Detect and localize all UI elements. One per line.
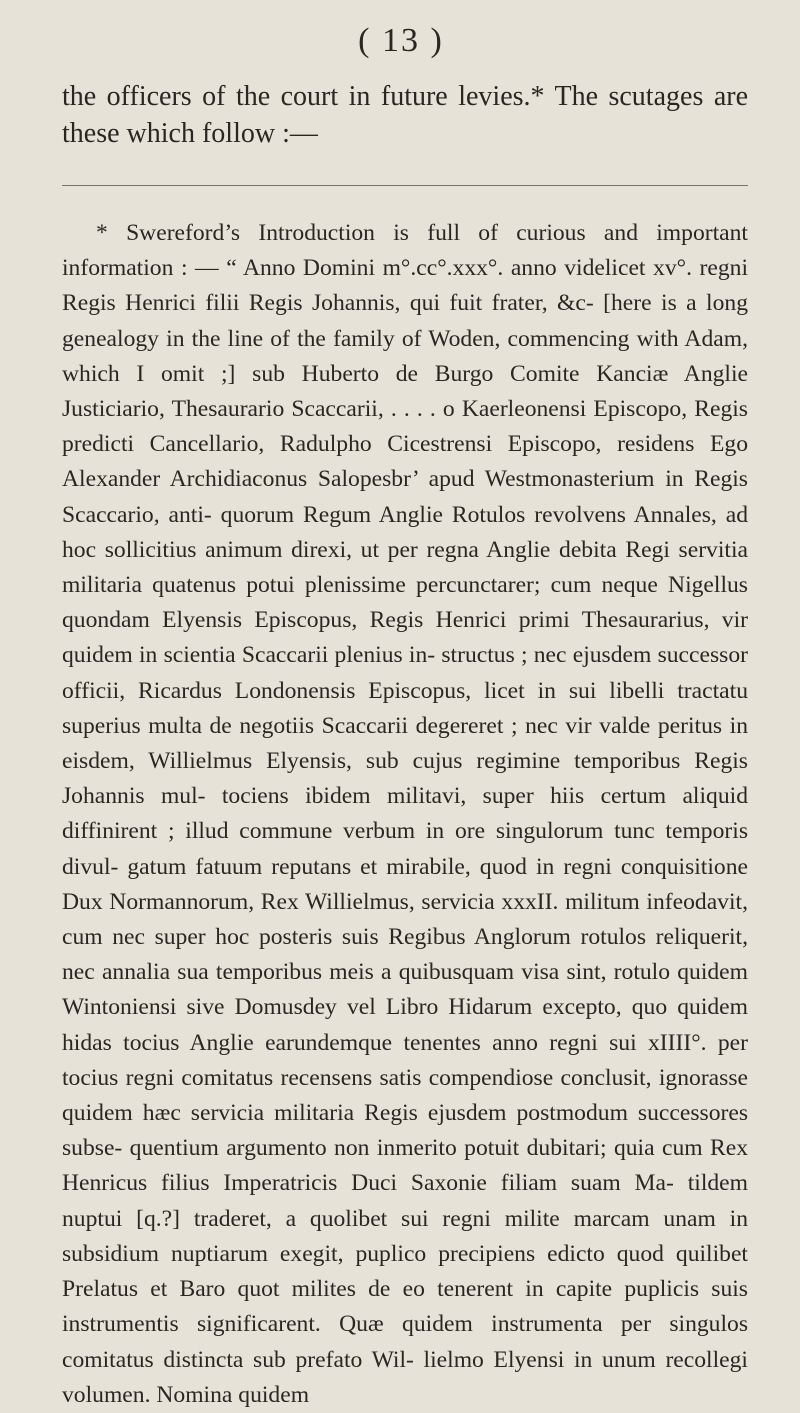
footnote: * Swereford’s Introduction is full of curious and important information : — “ Anno Domini m°.cc°.xxx°. anno videlicet xv°. regni Regis Henrici filii Regis Johannis, qui fuit frater, &c- [here is a long genealogy in the line of the family of Woden, commencing with Adam, which I omit ;] sub Huberto de Burgo Comite Kanciæ Anglie Justiciario, Thesaurario Scaccarii, . . . . o Kaerleonensi Episcopo, Regis predicti Cancellario, Radulpho Cicestrensi Episcopo, residens Ego Alexander Archidiaconus Salopesbr’ apud Westmonasterium in Regis Scaccario, anti- quorum Regum Anglie Rotulos revolvens Annales, ad hoc sollicitius animum direxi, ut per regna Anglie debita Regi servitia militaria quatenus potui plenissime percunctarer; cum neque Nigellus quondam Elyensis Episcopus, Regis Henrici primi Thesaurarius, vir quidem in scientia Scaccarii plenius in- structus ; nec ejusdem successor officii, Ricardus Londonensis Episcopus, licet in sui libelli tractatu superius multa de negotiis Scaccarii degereret ; nec vir valde peritus in eisdem, Willielmus Elyensis, sub cujus regimine temporibus Regis Johannis mul- tociens ibidem militavi, super hiis certum aliquid diffinirent ; illud commune verbum in ore singulorum tunc temporis divul- gatum fatuum reputans et mirabile, quod in regni conquisitione Dux Normannorum, Rex Willielmus, servicia xxxII. militum infeodavit, cum nec super hoc posteris suis Regibus Anglorum rotulos reliquerit, nec annalia sua temporibus meis a quibusquam visa sint, rotulo quidem Wintoniensi sive Domusdey vel Libro Hidarum excepto, quo quidem hidas tocius Anglie earundemque tenentes anno regni sui xIIII°. per tocius regni comitatus recensens satis compendiose conclusit, ignorasse quidem hæc servicia militaria Regis ejusdem postmodum successores subse- quentium argumento non inmerito potuit dubitari; quia cum Rex Henricus filius Imperatricis Duci Saxonie filiam suam Ma- tildem nuptui [q.?] traderet, a quolibet sui regni milite marcam unam in subsidium nuptiarum exegit, puplico precipiens edicto quod quilibet Prelatus et Baro quot milites de eo tenerent in capite puplicis suis instrumentis significarent. Quæ quidem instrumenta per singulos comitatus distincta sub prefato Wil- lielmo Elyensi in unum recollegi volumen. Nomina quidem	[62, 220, 748, 1408]
page-number: ( 13 )	[358, 22, 444, 59]
footnote-separator	[62, 185, 748, 186]
main-text: the officers of the court in future levies.* The scutages are these which follow :—	[62, 81, 748, 149]
